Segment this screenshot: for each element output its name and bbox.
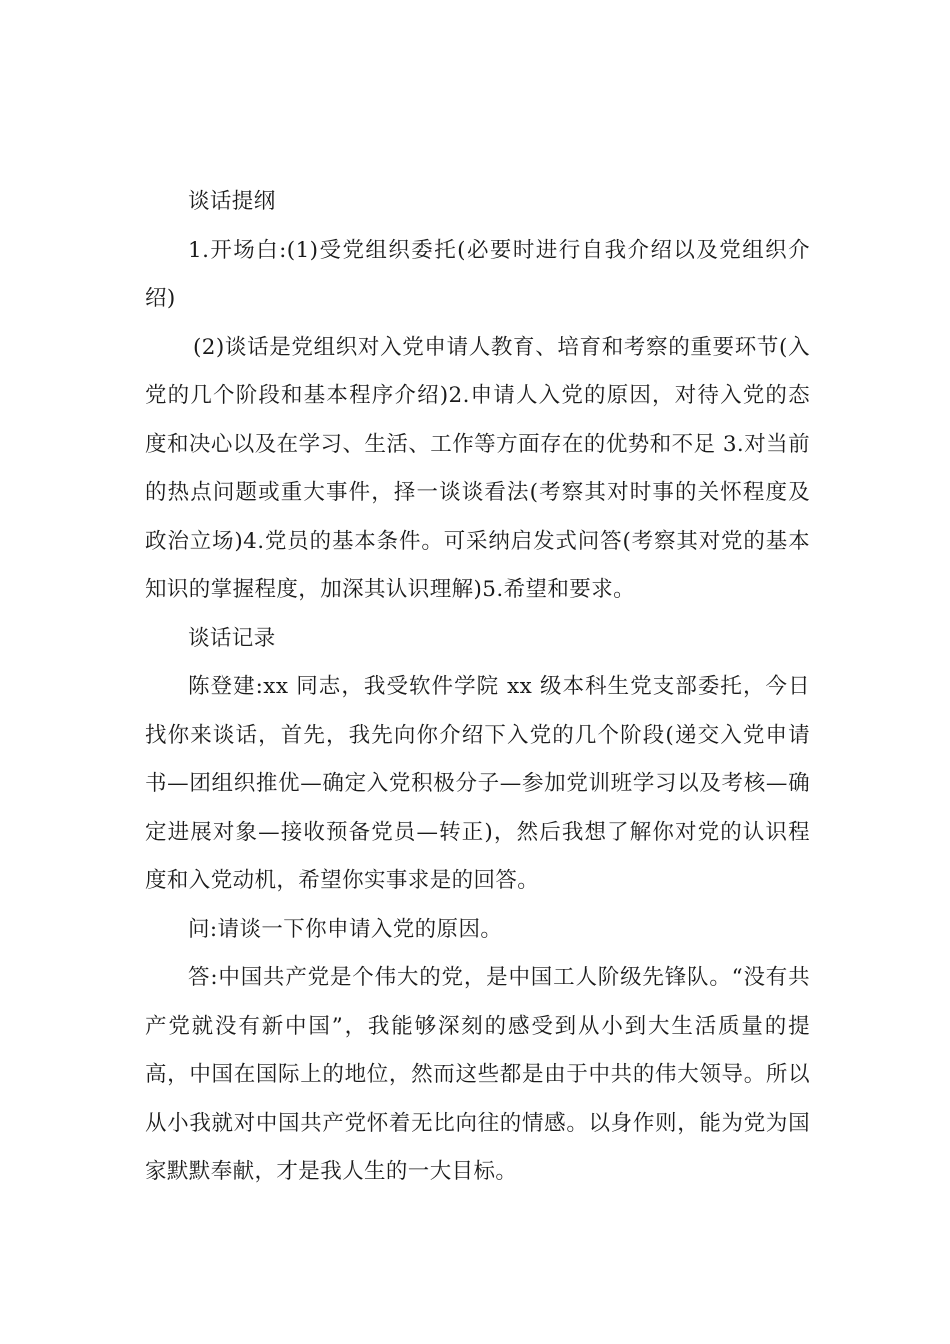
outline-item-opening: 1.开场白:(1)受党组织委托(必要时进行自我介绍以及党组织介绍) — [145, 237, 810, 311]
document-body — [145, 178, 810, 1197]
outline-item-details: (2)谈话是党组织对入党申请人教育、培育和考察的重要环节(入党的几个阶段和基本程序介绍)2.申请人入党的原因，对待入党的态度和决心以及在学习、生活、工作等方面存在的优势和不足 3.对当前的热点问题或重大事件，择一谈谈看法(考察其对时事的关怀程度及政治立场)4.党员的基本条件。可采纳启发式问答(考察其对党的基本知识的掌握程度，加深其认识理解)5.希望和要求。 — [145, 334, 810, 602]
question-paragraph: 问:请谈一下你申请入党的原因。 — [188, 916, 503, 942]
record-intro-paragraph: 陈登建:xx 同志，我受软件学院 xx 级本科生党支部委托，今日找你来谈话，首先，我先向你介绍下入党的几个阶段(递交入党申请书—团组织推优—确定入党积极分子—参加党训班学习以及考核—确定进展对象—接收预备党员—转正)，然后我想了解你对党的认识程度和入党动机，希望你实事求是的回答。 — [145, 674, 810, 893]
answer-paragraph: 答:中国共产党是个伟大的党，是中国工人阶级先锋队。“没有共产党就没有新中国”，我能够深刻的感受到从小到大生活质量的提高，中国在国际上的地位，然而这些都是由于中共的伟大领导。所以从小我就对中国共产党怀着无比向往的情感。以身作则，能为党为国家默默奉献，才是我人生的一大目标。 — [145, 965, 810, 1184]
outline-heading: 谈话提纲 — [188, 189, 276, 214]
record-heading: 谈话记录 — [188, 625, 276, 651]
